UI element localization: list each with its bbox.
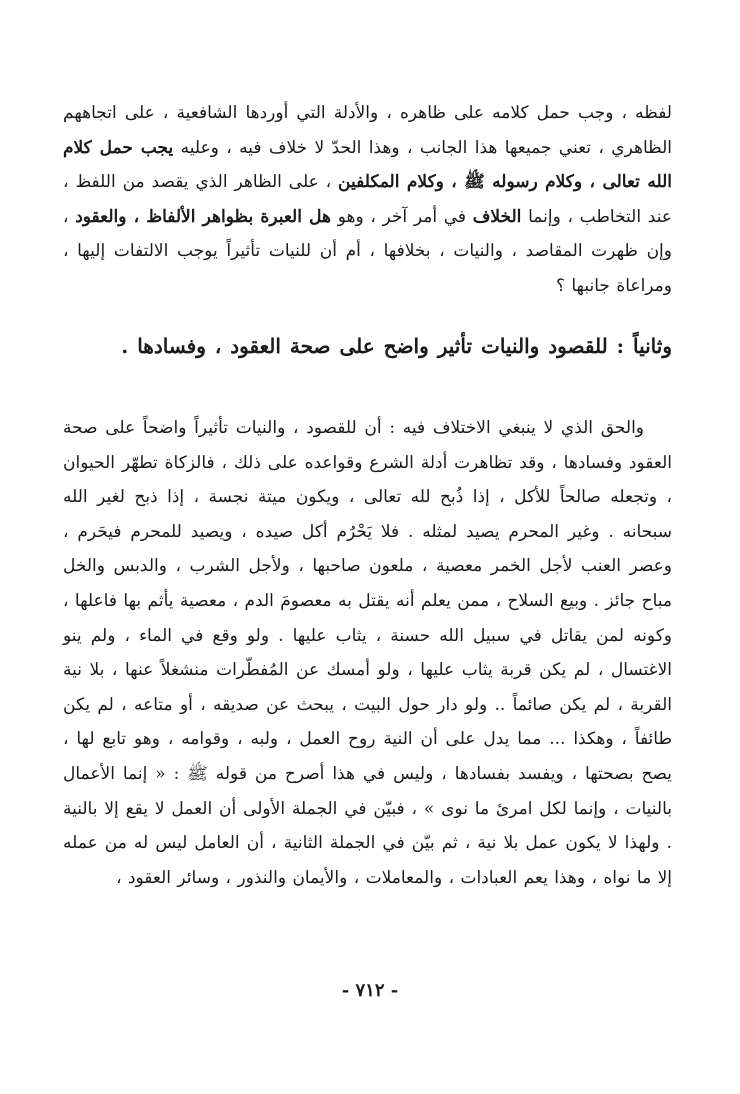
text-run: ، على الظاهر الذي يقصد من اللفظ ، عند التخاطب ، وإنما (63, 172, 672, 227)
page-number: - ٧١٢ - (341, 980, 399, 1001)
bold-text-run: يجب حمل كلام الله تعالى ، وكلام رسوله ﷺ ، وكلام المكلفين (63, 137, 672, 193)
section-heading: وثانياً : للقصود والنيات تأثير واضح على صحة العقود ، وفسادها . (121, 334, 672, 358)
bold-text-run: الخلاف (472, 206, 522, 227)
body-paragraph-1 (63, 96, 672, 304)
text-run: ، وإن ظهرت المقاصد ، والنيات ، بخلافها ، أم أن للنيات تأثيراً يوجب الالتفات إليها ، ومراعاة جانبها ؟ (63, 206, 672, 296)
text-run: في أمر آخر ، وهو (331, 206, 473, 227)
paragraph-text: والحق الذي لا ينبغي الاختلاف فيه : أن للقصود ، والنيات تأثيراً واضحاً على صحة العقود وفسادها ، وقد تظاهرت أدلة الشرع وقواعده على ذلك ، فالزكاة تطهّر الحيوان ، وتجعله صالحاً للأكل ، إذا ذُبح لله تعالى ، ويكون ميتة نجسة ، إذا ذبح لغير الله سبحانه . وغير المحرم يصيد لمثله . فلا يَحْرُم أكل صيده ، ويصيد للمحرم فيحَرم ، وعصر العنب لأجل الخمر معصية ، ملعون صاحبها ، ولأجل الشرب ، والدبس والخل مباح جائز . وبيع السلاح ، ممن يعلم أنه يقتل به معصومَ الدم ، معصية يأثم بها فاعلها ، وكونه لمن يقاتل في سبيل الله حسنة ، يثاب عليها . ولو وقع في الماء ، ولم ينو الاغتسال ، لم يكن قربة يثاب عليها ، ولو أمسك عن المُفطّرات منشغلاً عنها ، بلا نية القربة ، لم يكن صائماً .. ولو دار حول البيت ، يبحث عن صديقه ، أو متاعه ، لم يكن طائفاً ، وهكذا ... مما يدل على أن النية روح العمل ، ولبه ، وقوامه ، وهو تابع لها ، يصح بصحتها ، ويفسد بفسادها ، وليس في هذا أصرح من قوله ﷺ : « إنما الأعمال بالنيات ، وإنما لكل امرئ ما نوى » ، فبيّن في الجملة الأولى أن العمل لا يقع إلا بالنية . ولهذا لا يكون عمل بلا نية ، ثم بيّن في الجملة الثانية ، أن العامل ليس له من عمله إلا ما نواه ، وهذا يعم العبادات ، والمعاملات ، والأيمان والنذور ، وسائر العقود ، (63, 418, 672, 888)
bold-text-run: هل العبرة بظواهر الألفاظ ، والعقود (75, 206, 331, 227)
paragraph-text (63, 96, 672, 304)
body-paragraph-2 (63, 411, 672, 895)
text-run: لفظه ، وجب حمل كلامه على ظاهره ، والأدلة التي أوردها الشافعية ، على اتجاههم الظاهري ، تعني جميعها هذا الجانب ، وهذا الحدّ لا خلاف فيه ، وعليه (63, 103, 672, 158)
